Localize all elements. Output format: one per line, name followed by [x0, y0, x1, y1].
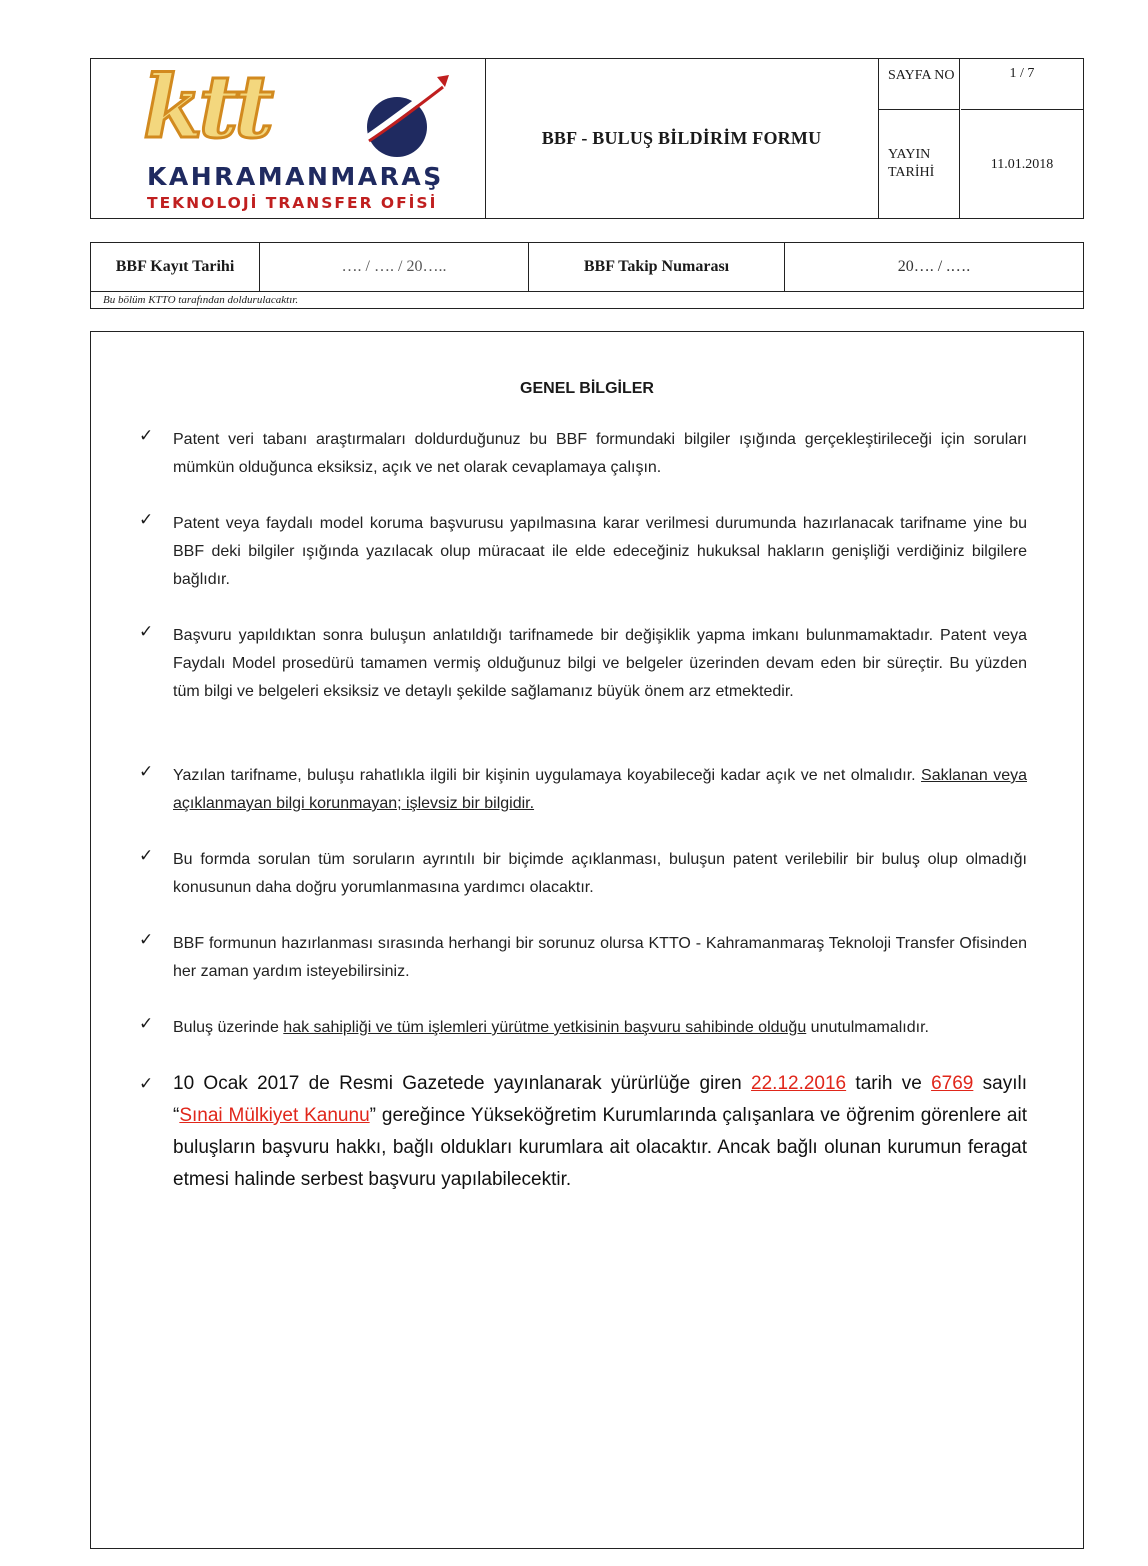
list-item-text: Bu formda sorulan tüm soruların ayrıntılı bir biçimde açıklanması, buluşun patent verilebilir bir buluş olup olmadığı konusunun daha doğru yorumlanmasına yardımcı olacaktır. — [173, 851, 1027, 896]
list-item-text — [173, 762, 1027, 818]
logo-name-line: KAHRAMANMARAŞ — [147, 162, 444, 191]
form-title-cell — [485, 59, 879, 218]
tracking-number-label: BBF Takip Numarası — [529, 243, 785, 291]
list-item — [139, 1014, 1027, 1042]
page-label: SAYFA NO — [878, 59, 960, 109]
list-item-text — [173, 1068, 1027, 1196]
logo-cell — [91, 59, 486, 218]
checkmark-icon: ✓ — [139, 1014, 154, 1034]
ktto-logo — [143, 57, 444, 215]
registration-date-label: BBF Kayıt Tarihi — [91, 243, 260, 291]
logo-globe-icon — [351, 69, 451, 169]
registration-date-field[interactable]: …. / …. / 20….. — [260, 243, 529, 291]
registration-note: Bu bölüm KTTO tarafından doldurulacaktır. — [91, 291, 1083, 308]
item4-text: Yazılan tarifname, buluşu rahatlıkla ilgili bir kişinin uygulamaya koyabileceği kadar açık ve net olmalıdır. — [173, 767, 922, 784]
checkmark-icon: ✓ — [139, 426, 154, 446]
registration-table — [90, 242, 1084, 309]
item4-underlined: Saklanan veya açıklanmayan bilgi korunmayan; işlevsiz bir bilgidir. — [173, 767, 1027, 812]
list-item — [139, 622, 1027, 706]
logo-subtitle-line: TEKNOLOJİ TRANSFER OFİSİ — [147, 194, 438, 212]
list-item-text: Patent veya faydalı model koruma başvurusu yapılmasına karar verilmesi durumunda hazırlanacak tarifname yine bu BBF deki bilgiler ışığında yazılacak olup müracaat ile elde edeceğiniz hukuksal hakların genişliği verdiğiniz bilgilere bağlıdır. — [173, 515, 1027, 588]
date-label: YAYIN TARİHİ — [878, 109, 960, 218]
checkmark-icon: ✓ — [139, 930, 154, 950]
general-info-box — [90, 331, 1084, 1549]
list-item — [139, 846, 1027, 902]
item8-text-2: tarih ve — [846, 1073, 932, 1094]
list-item — [139, 426, 1027, 482]
item7-text: Buluş üzerinde — [173, 1019, 284, 1036]
tracking-number-field[interactable]: 20…. / .…. — [897, 258, 971, 275]
date-value: 11.01.2018 — [961, 109, 1083, 219]
logo-brand-text: ktt — [143, 57, 271, 158]
law-name-link[interactable]: Sınai Mülkiyet Kanunu — [179, 1105, 370, 1126]
list-item-text: BBF formunun hazırlanması sırasında herhangi bir sorunuz olursa KTTO - Kahramanmaraş Teknoloji Transfer Ofisinden her zaman yardım isteyebilirsiniz. — [173, 935, 1027, 980]
header-table — [90, 58, 1084, 219]
list-item — [139, 1068, 1027, 1196]
list-item — [139, 510, 1027, 594]
checkmark-icon: ✓ — [139, 762, 154, 782]
item8-text-3: sayılı “ — [173, 1073, 1027, 1126]
item8-text: 10 Ocak 2017 de Resmi Gazetede yayınlanarak yürürlüğe giren — [173, 1073, 752, 1094]
page-value: 1 / 7 — [1009, 66, 1035, 81]
law-number-link[interactable]: 6769 — [931, 1073, 974, 1094]
list-item — [139, 762, 1027, 818]
checkmark-icon: ✓ — [139, 846, 154, 866]
list-item-text — [173, 1014, 1027, 1042]
list-item — [139, 930, 1027, 986]
form-title: BBF - BULUŞ BİLDİRİM FORMU — [541, 128, 822, 148]
list-item-text: Patent veri tabanı araştırmaları doldurduğunuz bu BBF formundaki bilgiler ışığında gerçekleştirileceği için soruları mümkün olduğunca eksiksiz, açık ve net olarak cevaplamaya çalışın. — [173, 431, 1027, 476]
checkmark-icon: ✓ — [139, 622, 154, 642]
item7-text-end: unutulmamalıdır. — [806, 1019, 929, 1036]
checkmark-icon: ✓ — [139, 510, 154, 530]
section-heading: GENEL BİLGİLER — [520, 380, 654, 397]
item8-text-4: ” gereğince Yükseköğretim Kurumlarında çalışanlara ve öğrenim görenlere ait buluşların başvuru hakkı, bağlı oldukları kurumlara ait olacaktır. Ancak bağlı olunan kurumun feragat etmesi halinde serbest başvuru yapılabilecektir. — [173, 1105, 1027, 1190]
law-date-link[interactable]: 22.12.2016 — [751, 1073, 847, 1094]
list-item-text: Başvuru yapıldıktan sonra buluşun anlatıldığı tarifnamede bir değişiklik yapma imkanı bulunmamaktadır. Patent veya Faydalı Model prosedürü tamamen vermiş olduğunuz bilgi ve belgeler üzerinden devam eden bir süreçtir. Bu yüzden tüm bilgi ve belgeleri eksiksiz ve detaylı şekilde sağlamanız büyük önem arz etmektedir. — [173, 627, 1027, 700]
checkmark-icon: ✓ — [139, 1074, 154, 1094]
item7-underlined: hak sahipliği ve tüm işlemleri yürütme yetkisinin başvuru sahibinde olduğu — [283, 1019, 807, 1036]
